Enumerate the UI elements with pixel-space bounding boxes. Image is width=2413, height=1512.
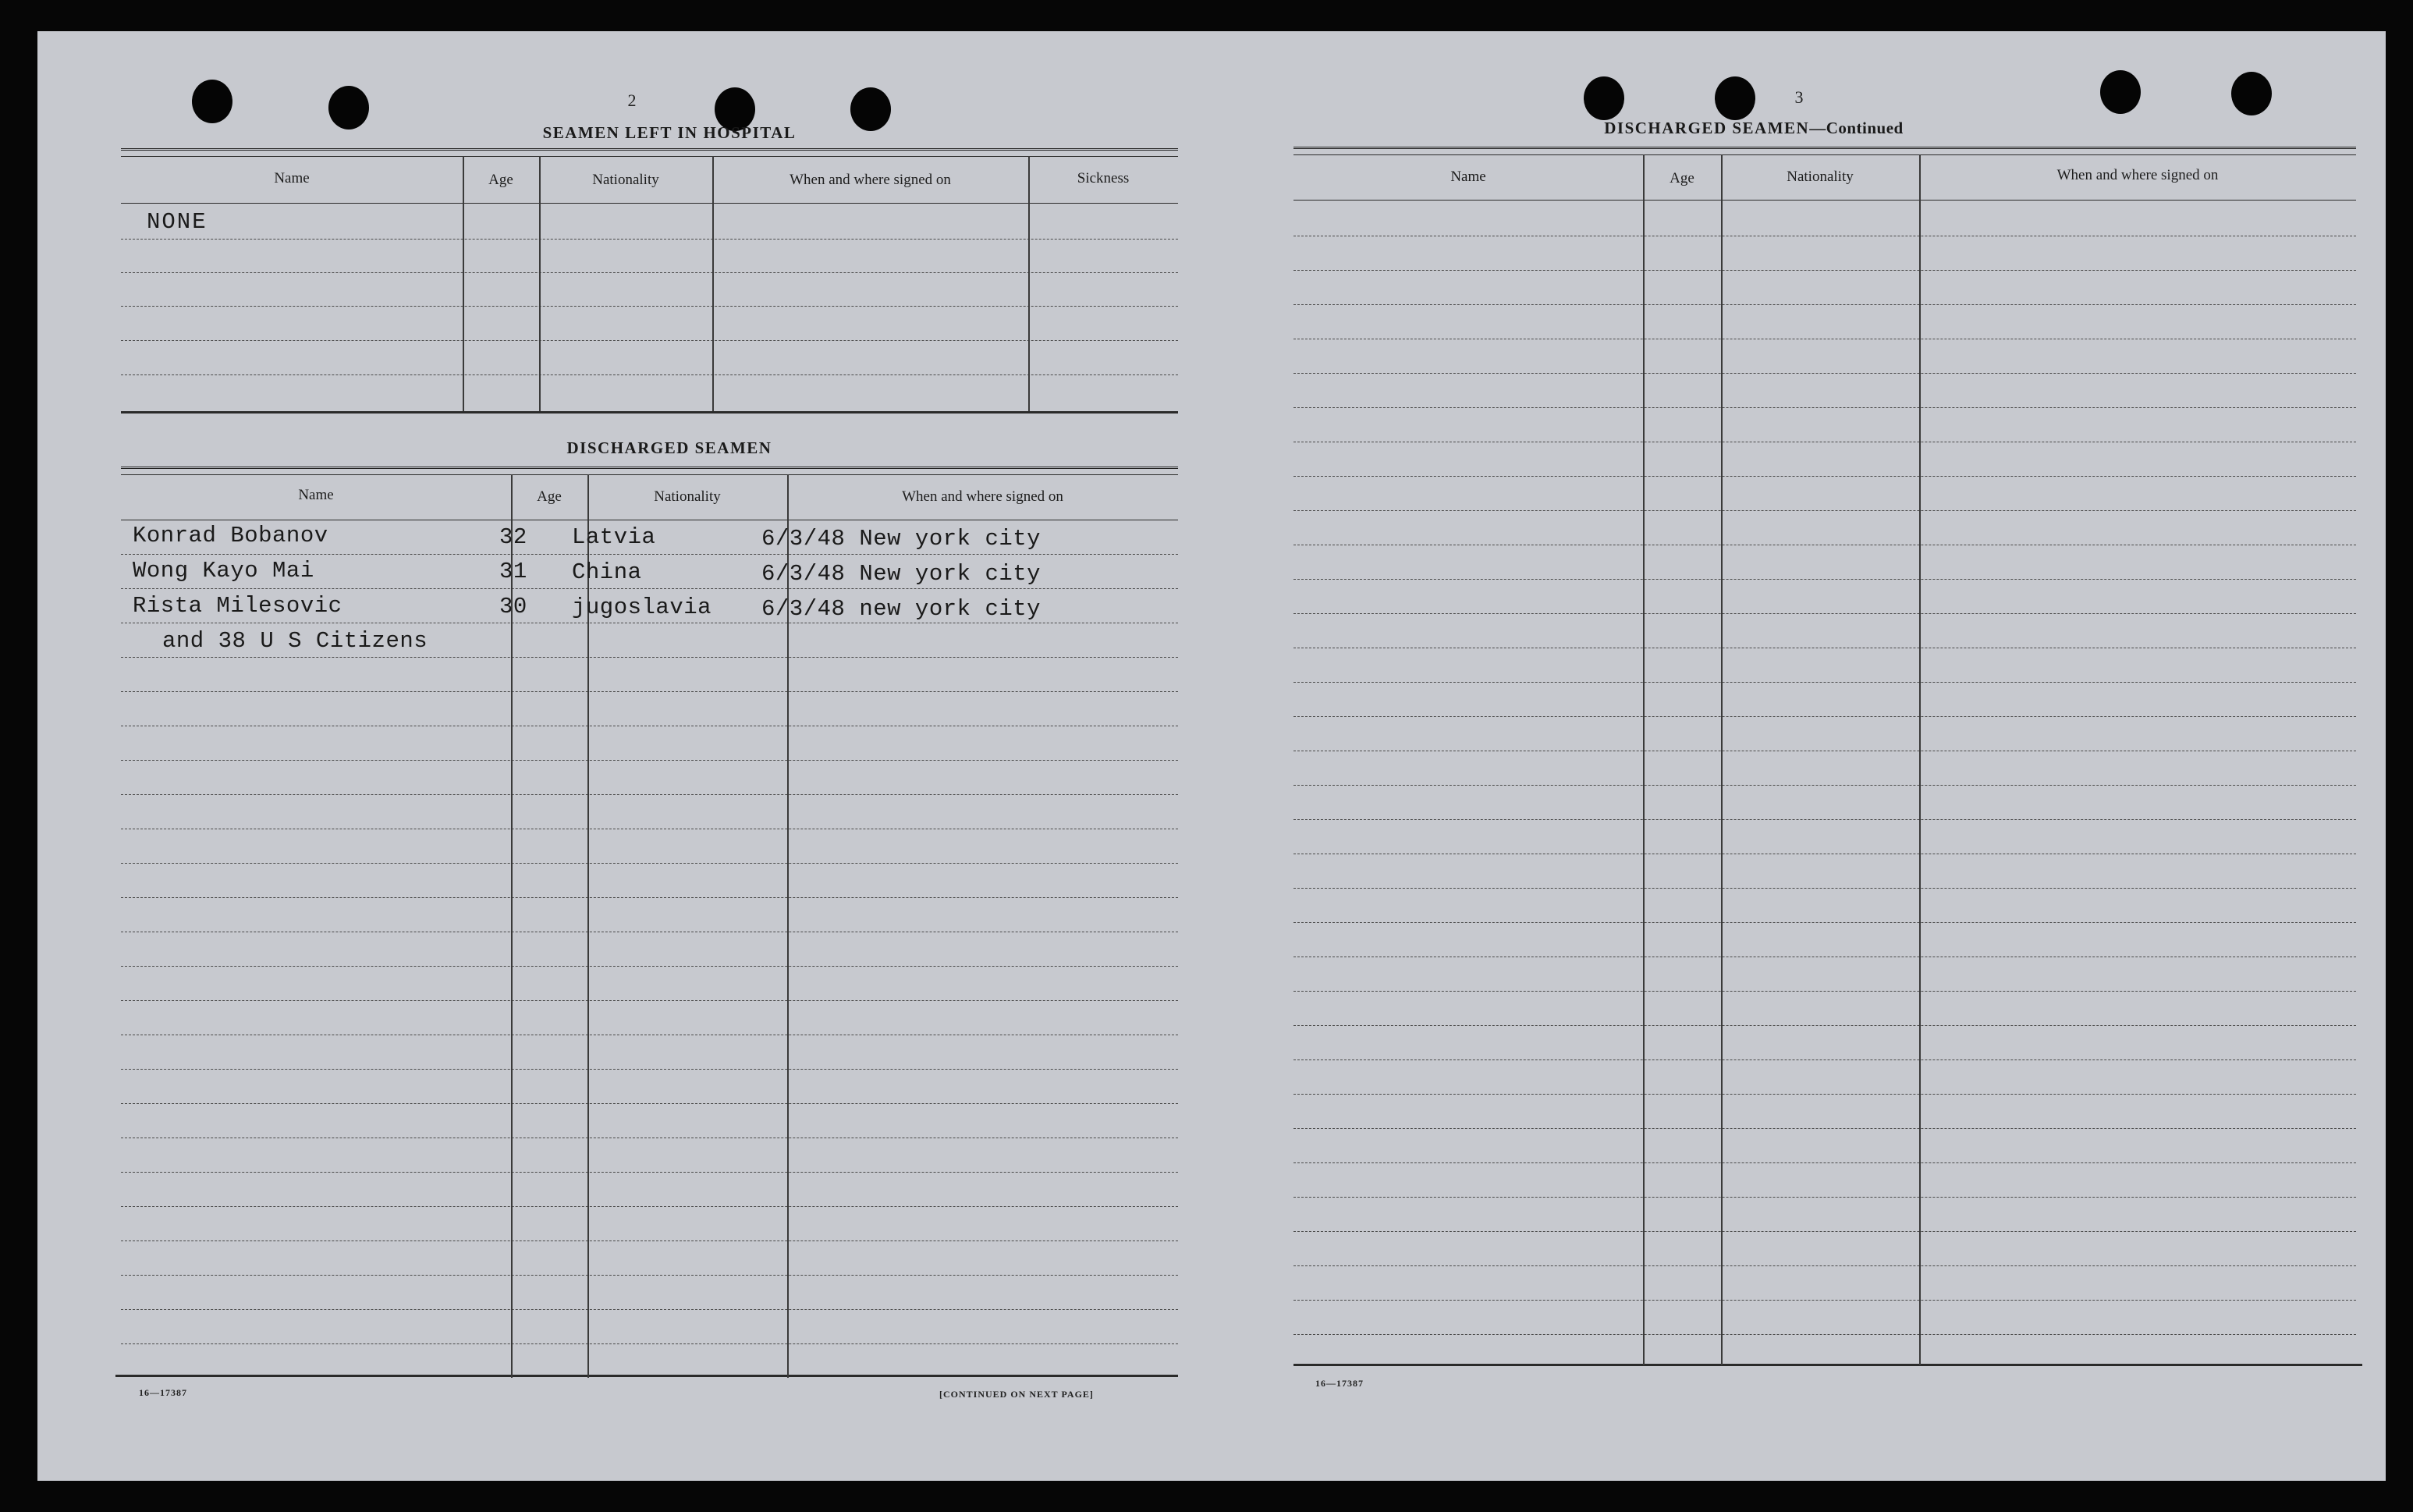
hospital-entry-none: NONE [147, 209, 208, 235]
punch-hole [192, 80, 232, 123]
ruled-line [1293, 1162, 2356, 1163]
ruled-line [1293, 1300, 2356, 1301]
ruled-line [121, 897, 1178, 898]
seaman-1-age: 32 [499, 524, 527, 550]
ruled-line [121, 760, 1178, 761]
continued-col-age: Age [1670, 170, 1694, 186]
ruled-line [1293, 1265, 2356, 1266]
continued-col-nationality: Nationality [1787, 169, 1854, 185]
continued-col-signed-on: When and where signed on [2056, 167, 2219, 183]
seaman-2-nationality: China [572, 559, 642, 585]
us-citizens-note: and 38 U S Citizens [162, 628, 428, 654]
ruled-line [1293, 1231, 2356, 1232]
ruled-line [1293, 1197, 2356, 1198]
ruled-line [1293, 1128, 2356, 1129]
ruled-line [1293, 1334, 2356, 1335]
discharged-col-nationality: Nationality [654, 488, 721, 505]
ruled-line [1293, 716, 2356, 717]
form-sheet [37, 31, 2386, 1481]
discharged-col-signed-on: When and where signed on [902, 488, 1063, 505]
seaman-2-signed-on: 6/3/48 New york city [761, 561, 1041, 587]
continued-suffix: —Continued [1809, 119, 1904, 137]
ruled-line [1293, 991, 2356, 992]
ruled-line [121, 1240, 1178, 1241]
seaman-3-age: 30 [499, 594, 527, 619]
punch-hole [1584, 76, 1624, 120]
seaman-1-signed-on: 6/3/48 New york city [761, 526, 1041, 552]
seaman-3-name: Rista Milesovic [133, 593, 342, 619]
ruled-line [1293, 579, 2356, 580]
ruled-line [121, 863, 1178, 864]
ruled-line [121, 1309, 1178, 1310]
hospital-col-signed-on: When and where signed on [790, 172, 951, 188]
punch-hole [1715, 76, 1755, 120]
form-number-left: 16—17387 [139, 1387, 187, 1398]
seaman-2-name: Wong Kayo Mai [133, 558, 314, 584]
ruled-line [121, 1000, 1178, 1001]
form-number-right: 16—17387 [1315, 1378, 1364, 1389]
hospital-col-age: Age [488, 172, 513, 188]
punch-hole [2231, 72, 2272, 115]
seaman-1-name: Konrad Bobanov [133, 523, 328, 548]
punch-hole [2100, 70, 2141, 114]
ruled-line [121, 1172, 1178, 1173]
ruled-line [1293, 407, 2356, 408]
discharged-col-age: Age [537, 488, 562, 505]
discharged-col-name: Name [298, 487, 334, 503]
ruled-line [121, 1275, 1178, 1276]
discharged-continued-title-main: DISCHARGED SEAMEN [1604, 119, 1810, 137]
page-number-right: 3 [1794, 87, 1804, 107]
ruled-line [1293, 888, 2356, 889]
seaman-1-nationality: Latvia [572, 524, 656, 550]
discharged-continued-title [1590, 119, 1918, 138]
ruled-line [1293, 1059, 2356, 1060]
ruled-line [1293, 682, 2356, 683]
ruled-line [1293, 1094, 2356, 1095]
ruled-line [121, 588, 1178, 589]
ruled-line [1293, 922, 2356, 923]
ruled-line [121, 966, 1178, 967]
ruled-line [121, 1069, 1178, 1070]
ruled-line [1293, 373, 2356, 374]
ruled-line [1293, 819, 2356, 820]
ruled-line [1293, 270, 2356, 271]
punch-hole [328, 86, 369, 130]
seaman-3-signed-on: 6/3/48 new york city [761, 596, 1041, 622]
ruled-line [1293, 476, 2356, 477]
seaman-2-age: 31 [499, 559, 527, 584]
continued-note: [CONTINUED ON NEXT PAGE] [939, 1389, 1094, 1400]
ruled-line [121, 1343, 1178, 1344]
hospital-section-title: SEAMEN LEFT IN HOSPITAL [542, 123, 797, 142]
ruled-line [121, 794, 1178, 795]
ruled-line [121, 1103, 1178, 1104]
ruled-line [121, 691, 1178, 692]
page-number-left: 2 [627, 91, 637, 110]
hospital-col-nationality: Nationality [592, 172, 659, 188]
ruled-line [1293, 785, 2356, 786]
ruled-line [1293, 304, 2356, 305]
ruled-line [1293, 510, 2356, 511]
ruled-line [121, 554, 1178, 555]
seaman-3-nationality: jugoslavia [572, 595, 712, 620]
hospital-col-name: Name [274, 170, 310, 186]
hospital-col-sickness: Sickness [1077, 170, 1130, 186]
continued-col-name: Name [1450, 169, 1486, 185]
ruled-line [121, 1206, 1178, 1207]
ruled-line [1293, 1025, 2356, 1026]
discharged-section-title: DISCHARGED SEAMEN [566, 438, 772, 457]
ruled-line [121, 657, 1178, 658]
ruled-line [1293, 613, 2356, 614]
